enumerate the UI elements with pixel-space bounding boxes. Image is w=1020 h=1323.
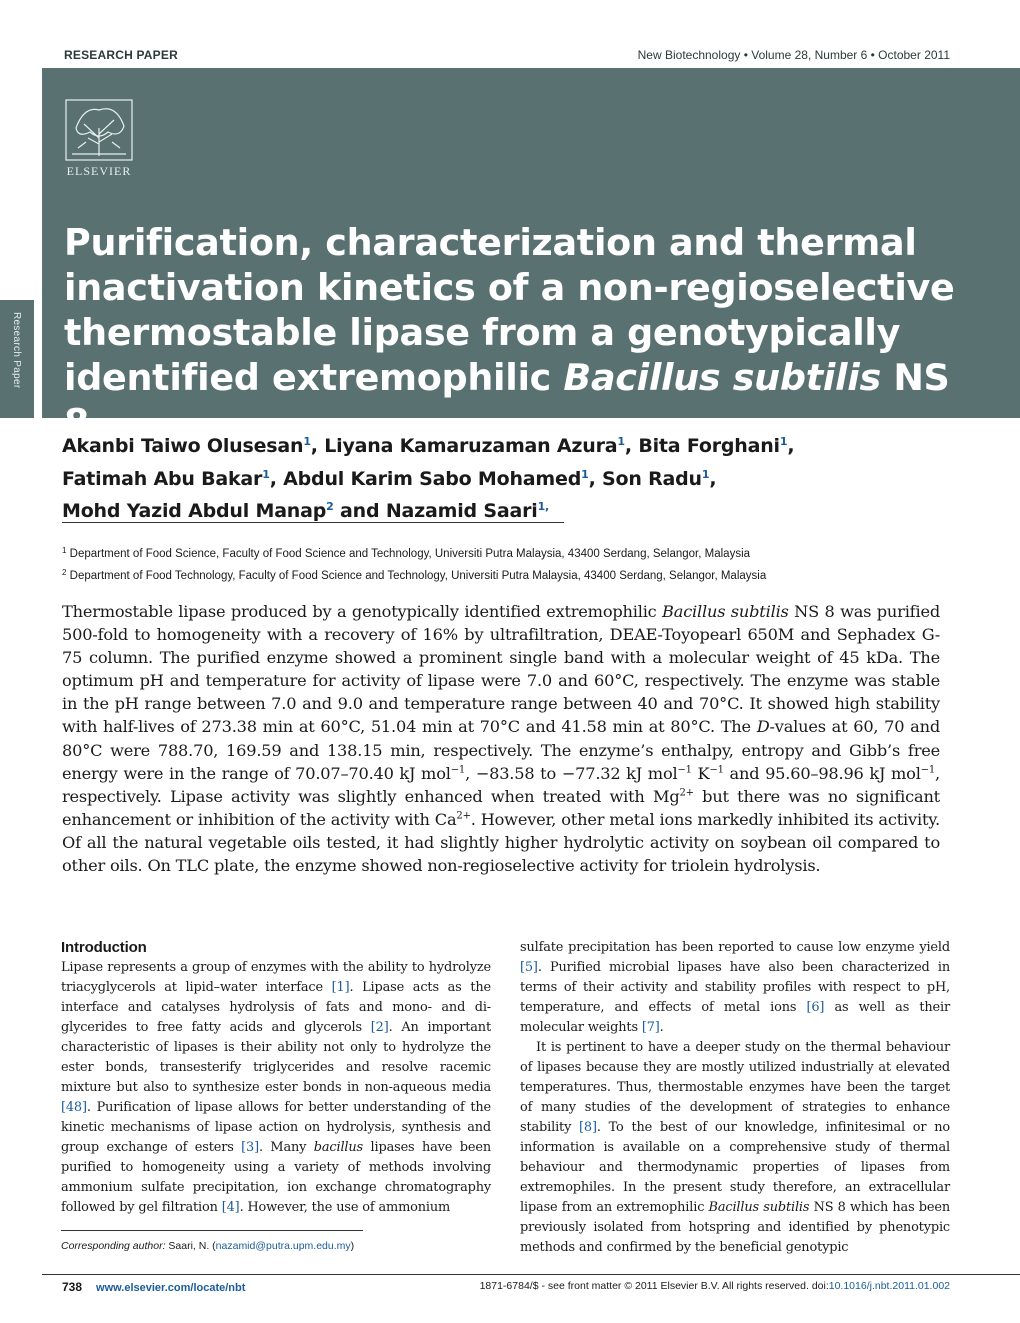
body-paragraph: It is pertinent to have a deeper study on the thermal behaviour of lipases because they are mostly utilized industrially at elevated temperatures. Thus, thermostable enzymes have been the target of many studies of the development of strategies to enhance stability [8]. To the best of our knowledge, infinitesimal or no information is available on a comprehensive study of thermal behaviour and thermodynamic properties of lipases from extremophiles. In the present study therefore, an extracellular lipase from an extremophilic Bacillus subtilis NS 8 which has been previously isolated from hotspring and identified by phenotypic methods and confirmed by the beneficial genotypic [520, 1040, 951, 1255]
citation-link[interactable]: [8] [579, 1120, 597, 1135]
author[interactable]: Akanbi Taiwo Olusesan$^1$ [62, 435, 311, 457]
publisher-name: ELSEVIER [66, 164, 132, 178]
abstract: Thermostable lipase produced by a genotypically identified extremophilic Bacillus subtilis NS 8 was purified 500-fold to homogeneity with a recovery of 16% by ultrafiltration, DEAE-Toyopearl 650M and Sephadex G-75 column. The purified enzyme showed a prominent single band with a molecular weight of 45 kDa. The optimum pH and temperature for activity of lipase were 7.0 and 60°C, respectively. The enzyme was stable in the pH range between 7.0 and 9.0 and temperature range between 40 and 70°C. It showed high stability with half-lives of 273.38 min at 60°C, 51.04 min at 70°C and 41.58 min at 80°C. The D-values at 60, 70 and 80°C were 788.70, 169.59 and 138.15 min, respectively. The enzyme’s enthalpy, entropy and Gibb’s free energy were in the range of 70.07–70.40 kJ mol$^{-1}$, −83.58 to −77.32 kJ mol$^{-1}$ $K^{-1}$ and 95.60–98.96 kJ mol$^{-1}$, respectively. Lipase activity was slightly enhanced when treated with $Mg^{2+}$ but there was no significant enhancement or inhibition of the activity with $Ca^{2+}$. However, other metal ions markedly inhibited its activity. Of all the natural vegetable oils tested, it had slightly higher hydrolytic activity on soybean oil compared to other oils. On TLC plate, the enzyme showed non-regioselective activity for triolein hydrolysis. [62, 602, 940, 876]
citation-link[interactable]: [48] [61, 1100, 87, 1115]
citation-link[interactable]: [7] [641, 1020, 660, 1035]
author[interactable]: Mohd Yazid Abdul Manap$^2$ [62, 500, 334, 522]
email-link[interactable]: nazamid@putra.upm.edu.my [215, 1240, 351, 1252]
affiliations [62, 542, 766, 585]
corresponding-author-note: Corresponding author: Saari, N. (nazamid@putra.upm.edu.my) [61, 1240, 355, 1252]
author[interactable]: Bita Forghani$^1$ [638, 435, 788, 457]
side-label: Research Paper [11, 312, 22, 389]
footer-right: 1871-6784/$ - see front matter © 2011 Elsevier B.V. All rights reserved. doi:10.1016/j.nbt.2011.01.002 [479, 1280, 950, 1292]
journal-url-link[interactable]: www.elsevier.com/locate/nbt [96, 1282, 246, 1294]
citation-link[interactable]: [6] [806, 1000, 825, 1015]
citation-link[interactable]: [3] [241, 1140, 259, 1155]
doi-link[interactable]: 10.1016/j.nbt.2011.01.002 [828, 1280, 950, 1292]
body-paragraph: sulfate precipitation has been reported to cause low enzyme yield [5]. Purified microbial lipases have also been characterized in terms of their activity and stability profiles with respect to pH, temperature, and effects of metal ions [6] as well as their molecular weights [7]. [520, 940, 950, 1035]
affiliation: $^2$ Department of Food Technology, Faculty of Food Science and Technology, Universiti Putra Malaysia, 43400 Serdang, Selangor, Malaysia [62, 567, 767, 582]
author[interactable]: Liyana Kamaruzaman Azura$^1$ [324, 435, 625, 457]
citation-link[interactable]: [5] [520, 960, 538, 975]
author[interactable]: Fatimah Abu Bakar$^1$ [62, 467, 270, 490]
citation-link[interactable]: [2] [370, 1020, 389, 1035]
citation-link[interactable]: [4] [221, 1200, 240, 1215]
section-label: RESEARCH PAPER [64, 48, 178, 62]
affiliation: $^1$ Department of Food Science, Faculty of Food Science and Technology, Universiti Putra Malaysia, 43400 Serdang, Selangor, Malaysia [62, 546, 751, 560]
intro-column-left [61, 938, 491, 1218]
intro-column-right [520, 938, 950, 1258]
article-title: Purification, characterization and thermal inactivation kinetics of a non-regioselective thermostable lipase from a genotypically identified extremophilic Bacillus subtilis NS 8 [64, 221, 955, 444]
author[interactable]: Son Radu$^1$ [602, 467, 710, 490]
section-heading: Introduction [61, 939, 147, 956]
author-list: Akanbi Taiwo Olusesan$^1$, Liyana Kamaruzaman Azura$^1$, Bita Forghani$^1$, Fatimah Abu Bakar$^1$, Abdul Karim Sabo Mohamed$^1$, Son Radu$^1$, Mohd Yazid Abdul Manap$^2$ and Nazamid Saari$^{1,}$ [62, 435, 795, 522]
elsevier-logo-icon [62, 98, 136, 178]
body-paragraph: Lipase represents a group of enzymes with the ability to hydrolyze triacyglycerols at lipid–water interface [1]. Lipase acts as the interface and catalyses hydrolysis of fats and mono- and di-glycerides to free fatty acids and glycerols [2]. An important characteristic of lipases is their ability not only to hydrolyze the ester bonds, transesterify triglycerides and resolve racemic mixture but also to synthesize ester bonds in non-aqueous media [48]. Purification of lipase allows for better understanding of the kinetic mechanisms of lipase action on hydrolysis, synthesis and group exchange of esters [3]. Many bacillus lipases have been purified to homogeneity using a variety of methods involving ammonium sulfate precipitation, ion exchange chromatography followed by gel filtration [4]. However, the use of ammonium [61, 960, 491, 1215]
citation-link[interactable]: [1] [331, 980, 350, 995]
footnote-divider [61, 1230, 363, 1231]
author-divider [62, 522, 564, 523]
author[interactable]: Abdul Karim Sabo Mohamed$^1$ [283, 467, 589, 490]
page-number: 738 [62, 1280, 83, 1294]
footer-left [62, 1280, 245, 1294]
author[interactable]: Nazamid Saari$^{1,}$ [385, 500, 550, 522]
journal-info: New Biotechnology • Volume 28, Number 6 • October 2011 [637, 48, 950, 62]
footer-divider [42, 1274, 1020, 1275]
